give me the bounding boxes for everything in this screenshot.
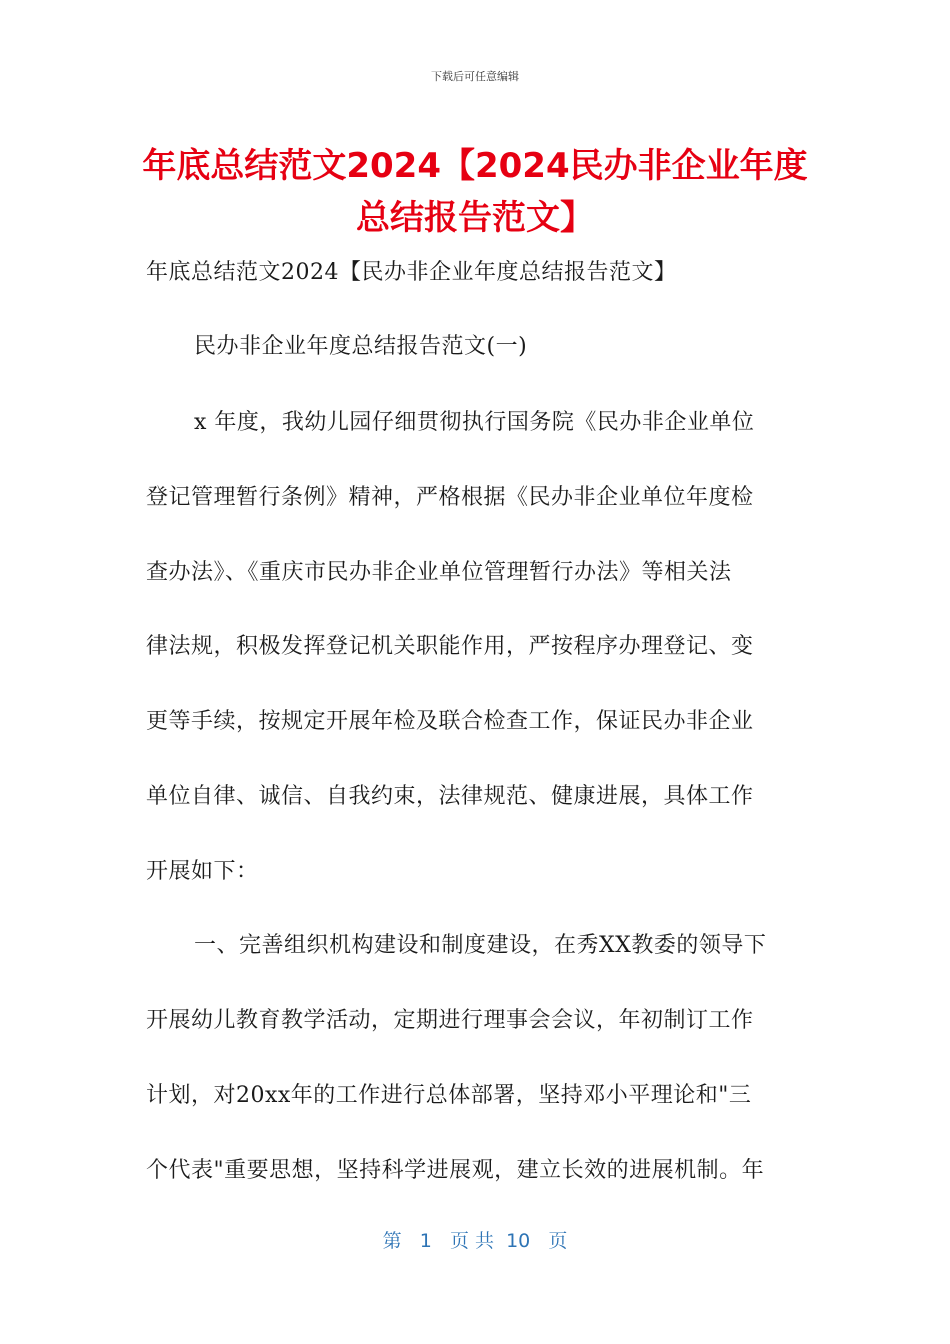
document-title: 年底总结范文2024【2024民办非企业年度总结报告范文】: [142, 146, 808, 238]
paragraph-line: 开展幼儿教育教学活动，定期进行理事会会议，年初制订工作: [146, 1008, 754, 1033]
paragraph-line: 更等手续，按规定开展年检及联合检查工作，保证民办非企业: [146, 709, 754, 734]
paragraph-line: 律法规，积极发挥登记机关职能作用，严按程序办理登记、变: [146, 634, 754, 659]
paragraph-line: x 年度，我幼儿园仔细贯彻执行国务院《民办非企业单位: [194, 410, 755, 435]
paragraph-line: 查办法》、《重庆市民办非企业单位管理暂行办法》等相关法: [146, 560, 732, 585]
page-footer: 第 1 页 共 10 页: [382, 1230, 568, 1252]
paragraph-line: 单位自律、诚信、自我约束，法律规范、健康进展，具体工作: [146, 784, 754, 809]
document-subtitle: 年底总结范文2024【民办非企业年度总结报告范文】: [146, 260, 677, 285]
header-note: 下载后可任意编辑: [431, 70, 519, 83]
paragraph-line: 个代表"重要思想，坚持科学进展观，建立长效的进展机制。年: [146, 1158, 765, 1183]
paragraph-line: 计划，对20xx年的工作进行总体部署，坚持邓小平理论和"三: [146, 1083, 752, 1108]
paragraph-line: 开展如下：: [146, 859, 259, 884]
paragraph-line: 登记管理暂行条例》精神，严格根据《民办非企业单位年度检: [146, 485, 754, 510]
section-heading: 民办非企业年度总结报告范文(一): [194, 334, 528, 359]
paragraph-line: 一、完善组织机构建设和制度建设，在秀XX教委的领导下: [194, 933, 767, 958]
